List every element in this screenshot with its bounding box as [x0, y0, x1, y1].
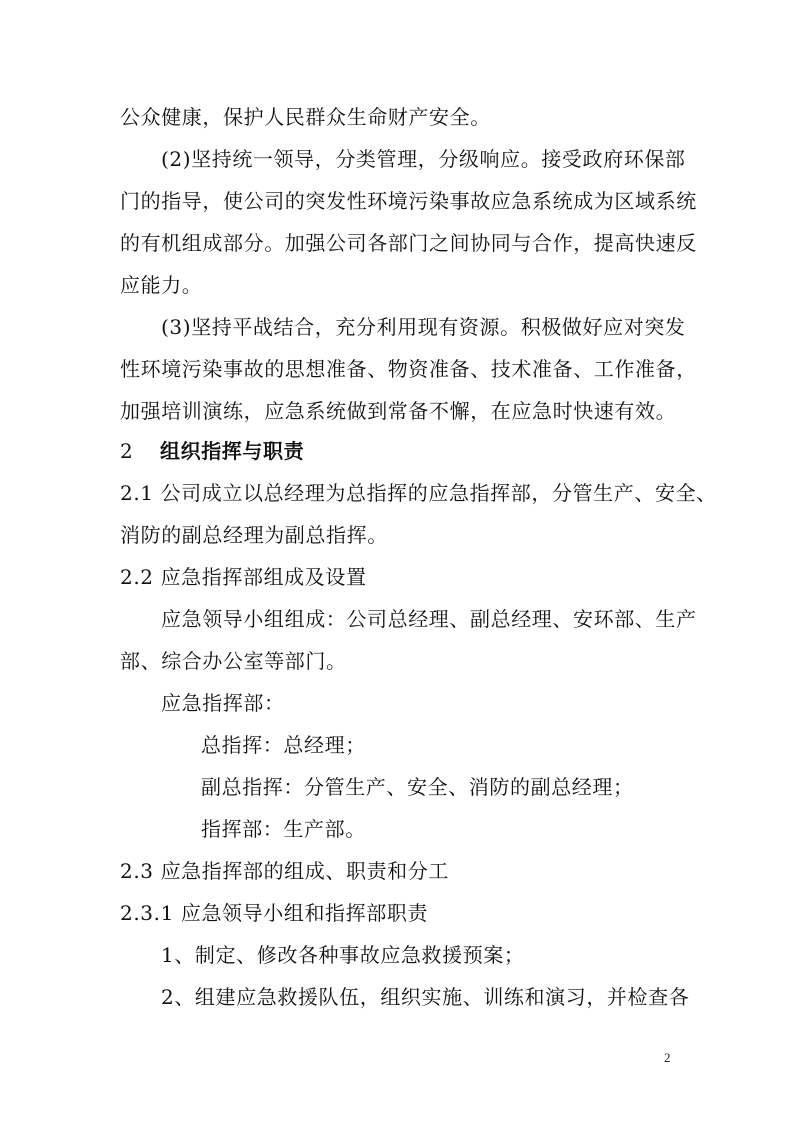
paragraph-line: 应急领导小组组成：公司总经理、副总经理、安环部、生产	[161, 607, 697, 631]
paragraph-line: 消防的副总经理为副总指挥。	[120, 523, 388, 547]
list-item: 指挥部：生产部。	[201, 817, 366, 841]
list-item: 副总指挥：分管生产、安全、消防的副总经理；	[201, 775, 634, 799]
page-number: 2	[664, 1050, 671, 1065]
paragraph-line: 公众健康，保护人民群众生命财产安全。	[120, 105, 491, 129]
subsection-heading: 2.3.1 应急领导小组和指挥部职责	[120, 901, 429, 925]
list-item: 2、组建应急救援队伍，组织实施、训练和演习，并检查各	[161, 985, 690, 1009]
list-item: 总指挥：总经理；	[201, 733, 366, 757]
section-number: 2	[120, 439, 134, 463]
paragraph-line: 门的指导，使公司的突发性环境污染事故应急系统成为区域系统	[120, 189, 697, 213]
paragraph-line: 部、综合办公室等部门。	[120, 649, 347, 673]
section-heading	[120, 439, 680, 463]
paragraph-line: 的有机组成部分。加强公司各部门之间协同与合作，提高快速反	[120, 231, 697, 255]
paragraph-line: (2)坚持统一领导，分类管理，分级响应。接受政府环保部	[161, 147, 686, 171]
list-item: 1、制定、修改各种事故应急救援预案；	[161, 943, 525, 967]
paragraph-line: 性环境污染事故的思想准备、物资准备、技术准备、工作准备，	[120, 357, 697, 381]
subsection-heading: 2.2 应急指挥部组成及设置	[120, 565, 367, 589]
paragraph-line: 2.1 公司成立以总经理为总指挥的应急指挥部，分管生产、安全、	[120, 481, 717, 505]
paragraph-line: 应急指挥部：	[161, 691, 285, 715]
paragraph-line: 加强培训演练，应急系统做到常备不懈，在应急时快速有效。	[120, 399, 677, 423]
section-title: 组织指挥与职责	[160, 439, 305, 463]
paragraph-line: (3)坚持平战结合，充分利用现有资源。积极做好应对突发	[161, 315, 686, 339]
paragraph-line: 应能力。	[120, 273, 203, 297]
subsection-heading: 2.3 应急指挥部的组成、职责和分工	[120, 859, 449, 883]
